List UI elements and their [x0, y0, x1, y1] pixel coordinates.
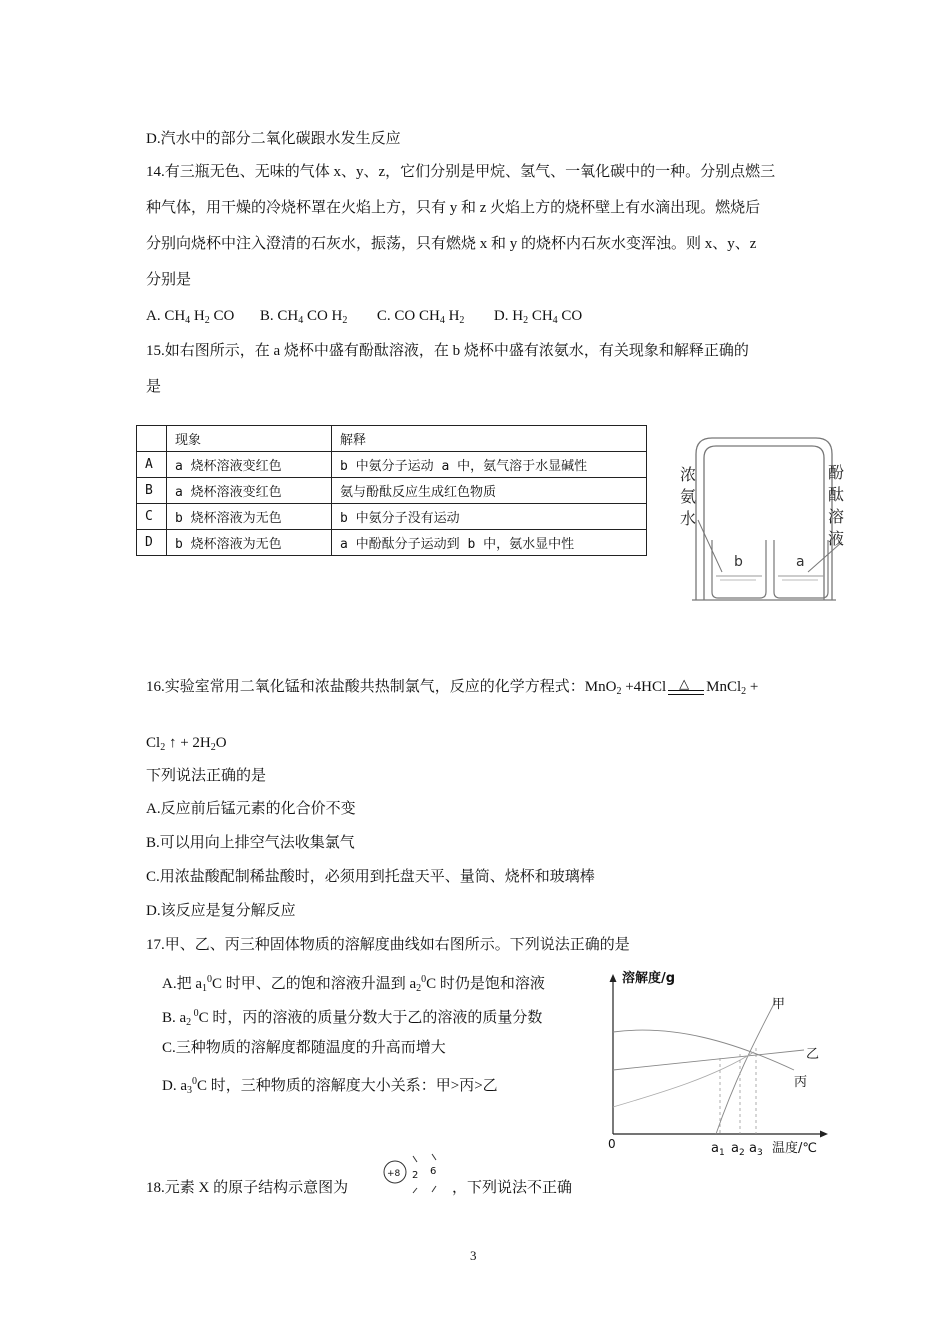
q16-option-a: A.反应前后锰元素的化合价不变 [146, 801, 356, 817]
table-row [137, 504, 647, 530]
q14-option-a: A. $CH_4$ $H_2$ CO [146, 308, 235, 326]
table-row [137, 478, 647, 504]
shell-1-electrons: 2 [412, 1170, 419, 1181]
phenol-label-3: 溶 [828, 507, 845, 526]
q14-line-3: 分别向烧杯中注入澄清的石灰水，振荡，只有燃烧 x 和 y 的烧杯内石灰水变浑浊。则 x、y、z [146, 236, 757, 252]
ammonia-label-1: 浓 [680, 465, 697, 484]
q17-option-b: B. $a_2$ $^0$C 时，丙的溶液的质量分数大于乙的溶液的质量分数 [162, 1008, 543, 1028]
q14-options [146, 306, 582, 331]
table-cell: b 中氨分子没有运动 [332, 504, 647, 530]
q16-option-d: D.该反应是复分解反应 [146, 903, 296, 919]
q17-option-d: D. $a_3^0C$ 时，三种物质的溶解度大小关系：甲>丙>乙 [162, 1076, 498, 1096]
q18-stem-pre: 18.元素 X 的原子结构示意图为 [146, 1180, 349, 1196]
q15-line-2: 是 [146, 379, 162, 395]
table-cell: a 中酚酞分子运动到 b 中，氨水显中性 [332, 530, 647, 556]
series-label-jia: 甲 [772, 997, 786, 1012]
chart-tick-a2: $a_2$ [731, 1141, 745, 1158]
chart-xlabel: 温度/℃ [772, 1141, 817, 1156]
q17-option-c: C.三种物质的溶解度都随温度的升高而增大 [162, 1040, 446, 1056]
q15-table [136, 425, 647, 556]
q16-intro: 下列说法正确的是 [146, 768, 267, 784]
ammonia-label-2: 氨 [680, 487, 697, 506]
series-label-bing: 丙 [794, 1075, 808, 1090]
q16-option-b: B.可以用向上排空气法收集氯气 [146, 835, 355, 851]
q14-line-2: 种气体，用干燥的冷烧杯罩在火焰上方，只有 y 和 z 火焰上方的烧杯壁上有水滴出现。燃烧后 [146, 200, 761, 216]
beaker-a-label: a [796, 554, 805, 570]
curve-yi [613, 1050, 804, 1070]
shell-2-electrons: 6 [430, 1166, 437, 1177]
q15-line-1: 15.如右图所示，在 a 烧杯中盛有酚酞溶液，在 b 烧杯中盛有浓氨水，有关现象和解释正确的 [146, 343, 749, 359]
table-cell: b 烧杯溶液为无色 [167, 530, 332, 556]
q14-option-b: B. $CH_4$ CO $H_2$ [259, 308, 348, 326]
q16-line-1: 16.实验室常用二氧化锰和浓盐酸共热制氯气，反应的化学方程式：MnO$_2$ +4HCl △ MnCl$_2$ + [146, 675, 759, 697]
q15-beaker-figure [676, 432, 850, 604]
chart-tick-a1: $a_1$ [711, 1141, 725, 1158]
table-header-row [137, 426, 647, 452]
curve-jia [716, 1000, 776, 1134]
atom-structure-diagram [382, 1150, 448, 1198]
table-row [137, 530, 647, 556]
delta-icon: △ [679, 675, 690, 691]
q14-line-4: 分别是 [146, 272, 192, 288]
table-cell [137, 426, 167, 452]
series-label-yi: 乙 [806, 1047, 820, 1062]
heat-equals-sign [666, 675, 706, 698]
nucleus-charge: +8 [387, 1169, 401, 1179]
table-cell: D [137, 530, 167, 556]
table-cell: 氨与酚酞反应生成红色物质 [332, 478, 647, 504]
chart-origin: 0 [608, 1137, 616, 1151]
table-cell: 解释 [332, 426, 647, 452]
table-cell: b 中氨分子运动 a 中，氨气溶于水显碱性 [332, 452, 647, 478]
table-cell: C [137, 504, 167, 530]
chart-ylabel: 溶解度/g [622, 971, 676, 986]
q17-stem: 17.甲、乙、丙三种固体物质的溶解度曲线如右图所示。下列说法正确的是 [146, 937, 630, 953]
option-d-q13: D.汽水中的部分二氧化碳跟水发生反应 [146, 131, 401, 147]
phenol-label-4: 液 [828, 529, 845, 548]
curve-bing [613, 1030, 794, 1070]
table-cell: a 烧杯溶液变红色 [167, 478, 332, 504]
q17-option-a: A.把 $a_1^0C$ 时甲、乙的饱和溶液升温到 $a_2^0C$ 时仍是饱和溶液 [162, 974, 545, 994]
q14-line-1: 14.有三瓶无色、无味的气体 x、y、z，它们分别是甲烷、氢气、一氧化碳中的一种。分别点燃三 [146, 164, 776, 180]
solubility-chart [604, 962, 834, 1162]
q16-option-c: C.用浓盐酸配制稀盐酸时，必须用到托盘天平、量筒、烧杯和玻璃棒 [146, 869, 595, 885]
table-cell: A [137, 452, 167, 478]
q14-option-c: C. CO $CH_4$ $H_2$ [376, 308, 465, 326]
phenol-label-2: 酞 [828, 485, 845, 504]
q14-option-d: D. $H_2$ $CH_4$ CO [493, 308, 583, 326]
beaker-b-label: b [734, 554, 743, 570]
curve-low [613, 1052, 754, 1107]
ammonia-label-3: 水 [680, 509, 697, 528]
page-number: 3 [470, 1248, 477, 1263]
q18-stem-post: ，下列说法不正确 [452, 1180, 573, 1196]
table-row [137, 452, 647, 478]
q16-line-2: $Cl_2$ ↑ + $2H_2O$ [146, 735, 227, 753]
table-cell: B [137, 478, 167, 504]
table-cell: b 烧杯溶液为无色 [167, 504, 332, 530]
table-cell: 现象 [167, 426, 332, 452]
chart-tick-a3: $a_3$ [749, 1141, 763, 1158]
table-cell: a 烧杯溶液变红色 [167, 452, 332, 478]
phenol-label-1: 酚 [828, 463, 845, 482]
